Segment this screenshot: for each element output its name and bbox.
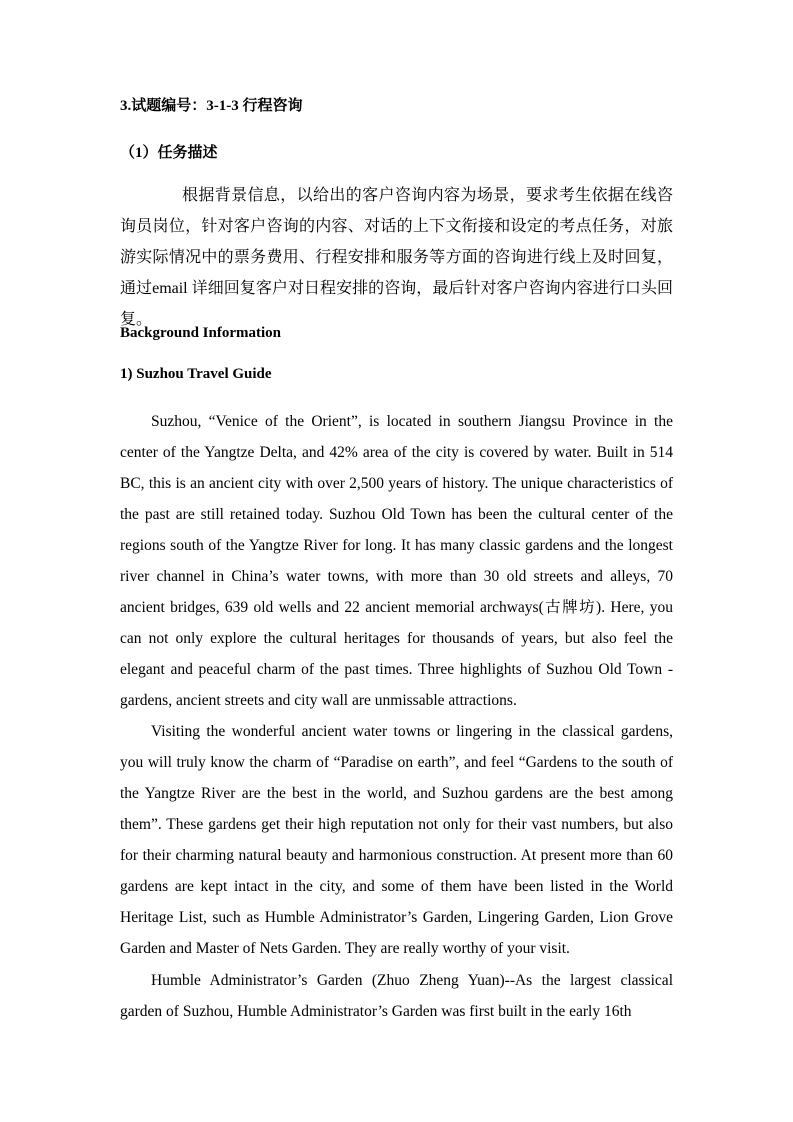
- exam-heading: 3.试题编号：3-1-3 行程咨询: [120, 98, 303, 114]
- guide-heading: 1) Suzhou Travel Guide: [120, 366, 272, 382]
- paragraph-intro: Suzhou, “Venice of the Orient”, is located in southern Jiangsu Province in the center of the Yangtze Delta, and 42% area of the city is covered by water. Built in 514 BC, this is an ancient city with over 2,500 years of history. The unique characteristics of the past are still retained today. Suzhou Old Town has been the cultural center of the regions south of the Yangtze River for long. It has many classic gardens and the longest river channel in China’s water towns, with more than 30 old streets and alleys, 70 ancient bridges, 639 old wells and 22 ancient memorial archways(古牌坊). Here, you can not only explore the cultural heritages for thousands of years, but also feel the elegant and peaceful charm of the past times. Three highlights of Suzhou Old Town - gardens, ancient streets and city wall are unmissable attractions.: [120, 413, 673, 709]
- background-heading: Background Information: [120, 325, 282, 341]
- task-description: 根据背景信息，以给出的客户咨询内容为场景，要求考生依据在线咨询员岗位，针对客户咨询的内容、对话的上下文衔接和设定的考点任务，对旅游实际情况中的票务费用、行程安排和服务等方面的咨询进行线上及时回复，通过email 详细回复客户对日程安排的咨询，最后针对客户咨询内容进行口头回复。: [120, 187, 673, 328]
- task-heading: （1）任务描述: [120, 145, 218, 161]
- paragraph-gardens: Visiting the wonderful ancient water towns or lingering in the classical gardens, you will truly know the charm of “Paradise on earth”, and feel “Gardens to the south of the Yangtze River are the best in the world, and Suzhou gardens are the best among them”. These gardens get their high reputation not only for their vast numbers, but also for their charming natural beauty and harmonious construction. At present more than 60 gardens are kept intact in the city, and some of them have been listed in the World Heritage List, such as Humble Administrator’s Garden, Lingering Garden, Lion Grove Garden and Master of Nets Garden. They are really worthy of your visit.: [120, 723, 673, 957]
- paragraph-humble-garden: Humble Administrator’s Garden (Zhuo Zheng Yuan)--As the largest classical garden of Suzhou, Humble Administrator’s Garden was first built in the early 16th: [120, 972, 673, 1020]
